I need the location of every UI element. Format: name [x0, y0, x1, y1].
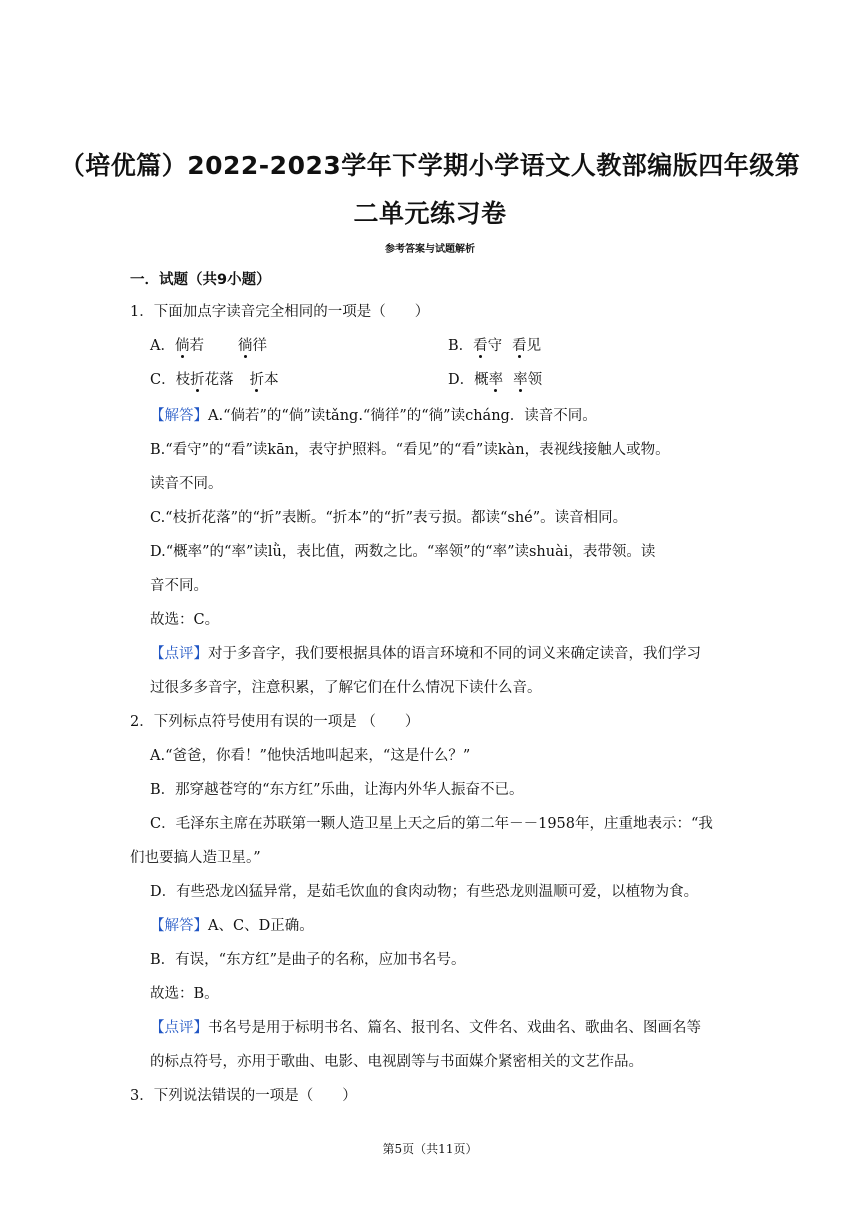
q1-option-a — [150, 336, 267, 356]
dotted-char: 徜 — [237, 338, 253, 354]
q2-stem: 2．下列标点符号使用有误的一项是 （ ） — [130, 714, 420, 730]
comment-text: 对于多音字，我们要根据具体的语言环境和不同的词义来确定读音，我们学习 — [208, 646, 701, 662]
q1-analysis-b1: B.“看守”的“看”读kān，表守护照料。“看见”的“看”读kàn，表视线接触人或物。 — [150, 442, 670, 458]
dotted-char: 折 — [190, 372, 205, 388]
q2-option-d: D．有些恐龙凶猛异常，是茹毛饮血的食肉动物；有些恐龙则温顺可爱，以植物为食。 — [150, 884, 699, 900]
document-title-line2: 二单元练习卷 — [353, 199, 507, 228]
q2-option-b: B．那穿越苍穹的“东方红”乐曲，让海内外华人振奋不已。 — [150, 782, 524, 798]
page-footer: 第5页（共11页） — [382, 1142, 478, 1156]
q2-answer: 故选：B。 — [150, 986, 219, 1002]
dotted-char: 率 — [513, 372, 528, 388]
q2-option-a: A.“爸爸，你看！”他快活地叫起来，“这是什么？” — [150, 748, 471, 764]
char: 徉 — [252, 338, 267, 354]
dotted-char: 看 — [473, 338, 488, 354]
document-title-line1: （培优篇）2022-2023学年下学期小学语文人教部编版四年级第 — [59, 151, 801, 180]
q2-analysis-2: B．有误，“东方红”是曲子的名称，应加书名号。 — [150, 952, 466, 968]
q1-option-b — [448, 336, 541, 356]
char: 花落 — [204, 372, 234, 388]
char: 若 — [189, 338, 204, 354]
q1-option-c — [150, 370, 279, 390]
q2-comment-1 — [150, 1018, 701, 1038]
dotted-char: 折 — [249, 372, 265, 388]
q1-comment-2: 过很多多音字，注意积累，了解它们在什么情况下读什么音。 — [150, 680, 542, 696]
char: 守 — [487, 338, 503, 354]
analysis-tag: 【解答】 — [150, 918, 208, 934]
analysis-text: A、C、D正确。 — [208, 918, 314, 934]
dotted-char: 率 — [488, 372, 504, 388]
q1-analysis-b2: 读音不同。 — [150, 476, 223, 492]
comment-tag: 【点评】 — [150, 1020, 208, 1036]
q3-stem: 3．下列说法错误的一项是（ ） — [130, 1088, 357, 1104]
q2-analysis-1 — [150, 916, 314, 936]
q1-answer: 故选：C。 — [150, 612, 220, 628]
analysis-text: A.“倘若”的“倘”读tǎng.“徜徉”的“徜”读cháng．读音不同。 — [208, 408, 597, 424]
option-label: B． — [448, 338, 474, 354]
q1-analysis-d1: D.“概率”的“率”读lǜ，表比值，两数之比。“率领”的“率”读shuài，表带领。读 — [150, 544, 656, 560]
char: 领 — [527, 372, 543, 388]
dotted-char: 看 — [512, 338, 527, 354]
q1-option-d — [448, 370, 542, 390]
q1-analysis-c: C.“枝折花落”的“折”表断。“折本”的“折”表亏损。都读“shé”。读音相同。 — [150, 510, 628, 526]
q1-analysis-a — [150, 406, 597, 426]
section-heading: 一．试题（共9小题） — [130, 272, 271, 288]
document-subtitle: 参考答案与试题解析 — [385, 244, 475, 255]
option-label: C．枝 — [150, 372, 191, 388]
analysis-tag: 【解答】 — [150, 408, 208, 424]
q1-comment-1 — [150, 644, 701, 664]
q2-option-c-line1: C．毛泽东主席在苏联第一颗人造卫星上天之后的第二年－－1958年，庄重地表示：“我 — [150, 816, 713, 832]
option-label: A． — [150, 338, 175, 354]
comment-tag: 【点评】 — [150, 646, 208, 662]
option-label: D．概 — [448, 372, 489, 388]
q2-comment-2: 的标点符号，亦用于歌曲、电影、电视剧等与书面媒介紧密相关的文艺作品。 — [150, 1054, 643, 1070]
comment-text: 书名号是用于标明书名、篇名、报刊名、文件名、戏曲名、歌曲名、图画名等 — [208, 1020, 701, 1036]
q2-option-c-line2: 们也要搞人造卫星。” — [130, 850, 261, 866]
q1-analysis-d2: 音不同。 — [150, 578, 208, 594]
char: 见 — [526, 338, 542, 354]
char: 本 — [264, 372, 279, 388]
dotted-char: 倘 — [174, 338, 190, 354]
q1-stem: 1．下面加点字读音完全相同的一项是（ ） — [130, 304, 430, 320]
